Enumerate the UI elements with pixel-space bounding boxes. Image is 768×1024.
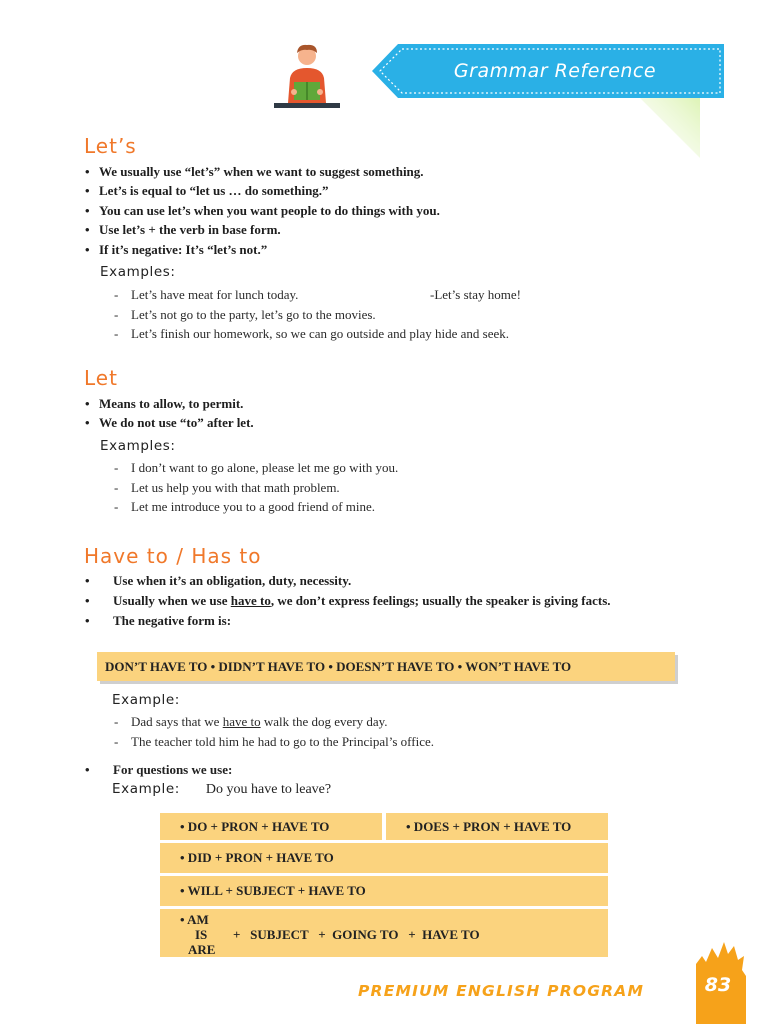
list-item (85, 593, 685, 609)
reading-person-icon (272, 42, 342, 112)
list-item: • Let’s is equal to “let us … do something.” (85, 181, 440, 200)
table-row (160, 813, 608, 840)
let-bullets (85, 394, 254, 433)
have-to-examples (114, 712, 434, 751)
have-to-bullets (85, 573, 685, 633)
example-item: - Let’s not go to the party, let’s go to the movies. (114, 305, 509, 325)
list-item: • We do not use “to” after let. (85, 413, 254, 432)
list-item: • You can use let’s when you want people to do things with you. (85, 201, 440, 220)
have-to-example-label: Example: (112, 692, 180, 708)
table-cell: • DOES + PRON + HAVE TO (386, 813, 608, 840)
lets-heading: Let’s (84, 134, 137, 158)
table-cell: ARE (188, 942, 216, 957)
example-item: - The teacher told him he had to go to the Principal’s office. (114, 732, 434, 752)
lets-examples-label: Examples: (100, 264, 176, 280)
page-number: 83 (704, 974, 732, 996)
questions-example-label: Example: (112, 781, 180, 797)
let-heading: Let (84, 366, 118, 390)
table-row: • WILL + SUBJECT + HAVE TO (160, 876, 608, 906)
negative-forms-bar: DON’T HAVE TO • DIDN’T HAVE TO • DOESN’T HAVE TO • WON’T HAVE TO (97, 652, 675, 681)
let-examples (114, 458, 398, 517)
questions-example-text: Do you have to leave? (205, 782, 332, 797)
bullet-text: , we don’t express feelings; usually the speaker is giving facts. (270, 593, 611, 608)
table-row (160, 909, 608, 957)
list-item: • We usually use “let’s” when we want to suggest something. (85, 162, 440, 181)
list-item: • If it’s negative: It’s “let’s not.” (85, 240, 440, 259)
example-item: - I don’t want to go alone, please let me go with you. (114, 458, 398, 478)
footer-program-title: PREMIUM ENGLISH PROGRAM (358, 982, 645, 1000)
questions-example (112, 781, 331, 798)
list-item: • The negative form is: (85, 613, 685, 629)
table-cell: + SUBJECT + GOING TO + HAVE TO (233, 927, 480, 942)
example-item (114, 712, 434, 732)
table-cell: • DO + PRON + HAVE TO (160, 813, 382, 840)
table-cell: IS (195, 927, 208, 942)
table-cell: • AM (180, 912, 209, 927)
questions-table (160, 813, 608, 960)
banner-title: Grammar Reference (453, 60, 657, 82)
let-examples-label: Examples: (100, 438, 176, 454)
questions-block (85, 762, 332, 797)
underlined-text: have to (222, 714, 261, 729)
example-item: - Let’s finish our homework, so we can go outside and play hide and seek. (114, 324, 509, 344)
bullet-text: Usually when we use (113, 593, 231, 608)
have-to-heading: Have to / Has to (84, 544, 262, 568)
table-row: • DID + PRON + HAVE TO (160, 843, 608, 873)
list-item: • Use when it’s an obligation, duty, necessity. (85, 573, 685, 589)
example-item: - Let us help you with that math problem. (114, 478, 398, 498)
list-item: • Use let’s + the verb in base form. (85, 220, 440, 239)
list-item: • Means to allow, to permit. (85, 394, 254, 413)
lets-bullets (85, 162, 440, 259)
underlined-text: have to (230, 593, 271, 608)
example-item: - Let me introduce you to a good friend of mine. (114, 497, 398, 517)
lets-example-right: -Let’s stay home! (430, 287, 521, 302)
questions-bullet: • For questions we use: (85, 762, 232, 778)
example-text: Dad says that we (131, 714, 223, 729)
example-item: - Let’s have meat for lunch today. (114, 285, 509, 305)
example-text: walk the dog every day. (260, 714, 388, 729)
